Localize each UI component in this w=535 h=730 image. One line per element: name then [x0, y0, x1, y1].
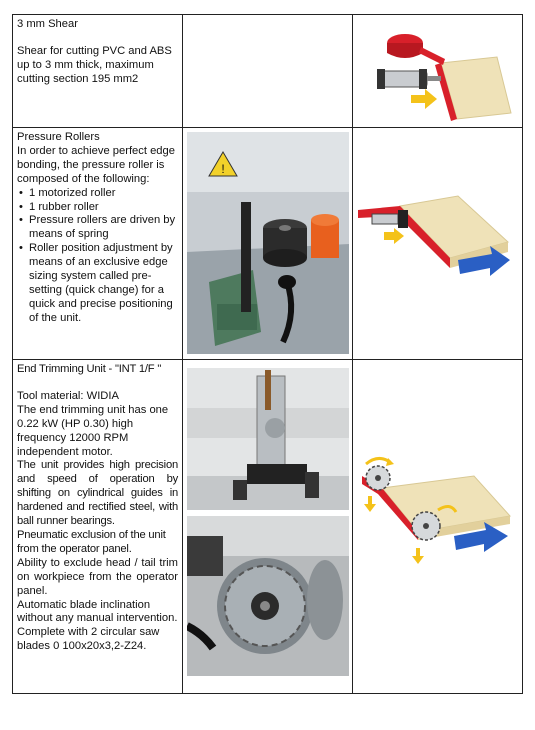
list-item: • 1 motorized roller [17, 187, 178, 201]
shear-diagram [363, 15, 513, 125]
rollers-title: Pressure Rollers [17, 131, 100, 143]
rollers-feature-list [17, 187, 178, 326]
svg-text:!: ! [220, 162, 225, 176]
trimming-blades: Complete with 2 circular saw blades 0 100x20x3,2-Z24. [17, 626, 160, 653]
trimming-tool-material: Tool material: WIDIA [17, 389, 119, 402]
row-end-trimming [13, 360, 523, 694]
shear-photo-cell [183, 15, 353, 128]
trimming-exclude: Ability to exclude head / tail trim on workpiece from the operator panel. [17, 556, 178, 597]
trimming-motor: The end trimming unit has one 0.22 kW (HP 0.30) high frequency 12000 RPM independent motor. [17, 403, 169, 458]
trimming-diagram-cell [353, 360, 523, 694]
list-item: • Pressure rollers are driven by means of spring [17, 214, 178, 242]
pressure-rollers-diagram [358, 188, 518, 308]
shear-diagram-cell [353, 15, 523, 128]
list-item: • 1 rubber roller [17, 201, 178, 215]
trimming-precision: The unit provides high precision and speed of operation by shifting on cylindrical guides in hardened and rectified steel, with ball runner bearings. [17, 459, 178, 528]
rollers-diagram-cell [353, 128, 523, 360]
rollers-intro: In order to achieve perfect edge bonding, the pressure roller is composed of the following: [17, 144, 175, 185]
circular-saw-photo [187, 516, 349, 676]
rollers-photo-cell [183, 128, 353, 360]
spec-table [12, 14, 523, 694]
row-pressure-rollers [13, 128, 523, 360]
pressure-rollers-photo [187, 132, 349, 354]
trimming-pneumatic: Pneumatic exclusion of the unit from the operator panel. [17, 528, 166, 555]
trimming-unit-photo [187, 368, 349, 510]
end-trimming-diagram [358, 454, 518, 584]
trimming-photo-cell [183, 360, 353, 694]
list-item: • Roller position adjustment by means of an exclusive edge sizing system called pre-setting (quick change) for a quick and precise positioning of the unit. [17, 242, 178, 325]
rollers-text-cell [13, 128, 183, 360]
shear-text-cell [13, 15, 183, 128]
trimming-text-cell [13, 360, 183, 694]
trimming-incline: Automatic blade inclination without any manual intervention. [17, 598, 178, 625]
shear-title: 3 mm Shear [17, 18, 78, 30]
shear-description: Shear for cutting PVC and ABS up to 3 mm thick, maximum cutting section 195 mm2 [17, 44, 172, 85]
row-shear [13, 15, 523, 128]
trimming-title: End Trimming Unit - "INT 1/F " [17, 363, 162, 375]
